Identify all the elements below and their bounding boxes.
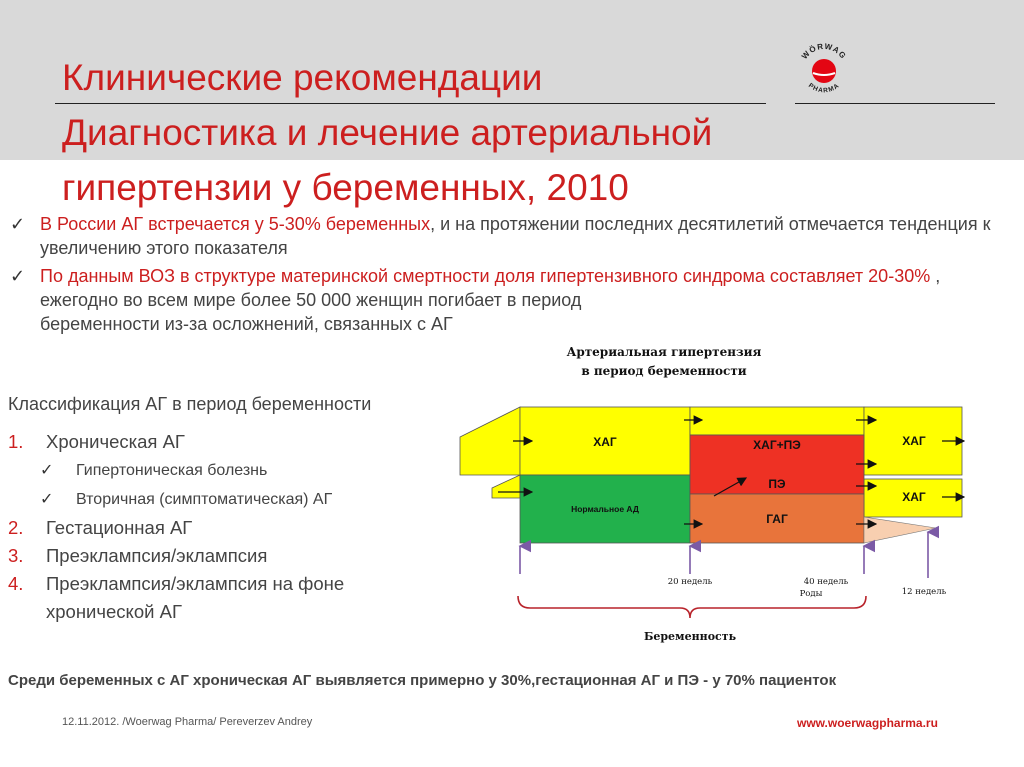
- classification-list: [8, 428, 468, 626]
- summary-note: Среди беременных с АГ хроническая АГ выявляется примерно у 30%,гестационная АГ и ПЭ - у 70% пациенток: [8, 672, 837, 689]
- footer-website-link[interactable]: www.woerwagpharma.ru: [797, 716, 938, 730]
- label-birth: Роды: [799, 589, 823, 599]
- checkmark-icon: ✓: [10, 266, 26, 286]
- block-hag-upper-strip: [690, 407, 864, 435]
- logo-top-text: WÖRWAG: [799, 41, 849, 61]
- key-facts-list: [8, 212, 1008, 340]
- classification-item: [8, 514, 468, 542]
- label-hag-right-bottom: ХАГ: [902, 490, 926, 504]
- checkmark-icon: ✓: [40, 491, 54, 508]
- title-line-1: Клинические рекомендации: [62, 57, 543, 98]
- pregnancy-brace: [518, 596, 866, 618]
- label-gag: ГАГ: [766, 512, 788, 526]
- item-text-continued: хронической АГ: [46, 601, 182, 622]
- checkmark-icon: ✓: [40, 462, 54, 479]
- subitem-text: Гипертоническая болезнь: [76, 462, 268, 479]
- hypertension-timeline-diagram: [458, 338, 988, 650]
- label-normal-bp: Нормальное АД: [571, 504, 639, 514]
- label-12-weeks: 12 недель: [901, 587, 947, 597]
- bullet-text: , ежегодно во всем мире более 50 000 женщин погибает в период: [40, 266, 941, 310]
- classification-title: Классификация АГ в период беременности: [8, 394, 372, 414]
- subitem-text: Вторичная (симптоматическая) АГ: [76, 491, 333, 508]
- gag-tail-wedge: [864, 517, 936, 543]
- title-underline-right: [795, 103, 995, 104]
- label-hag: ХАГ: [593, 435, 617, 449]
- hag-lower-wedge: [492, 475, 520, 498]
- bullet-highlight: По данным ВОЗ в структуре материнской смертности доля гипертензивного синдрома составляет 20-30%: [40, 266, 931, 286]
- bullet-text-end: беременности из-за осложнений, связанных с АГ: [40, 314, 453, 334]
- bullet-highlight: В России АГ встречается у 5-30% беременных: [40, 214, 431, 234]
- logo-bottom-text: PHARMA: [806, 82, 842, 95]
- hag-left-wedge: [460, 407, 520, 475]
- classification-item: [8, 570, 468, 626]
- label-pe: ПЭ: [768, 477, 786, 491]
- label-hag-right-top: ХАГ: [902, 434, 926, 448]
- diagram-title-line-2: в период беременности: [581, 364, 747, 378]
- item-text: Преэклампсия/эклампсия: [46, 545, 268, 566]
- item-number: 1.: [8, 431, 24, 452]
- classification-subitem: [8, 456, 468, 485]
- item-text: Преэклампсия/эклампсия на фоне: [46, 573, 345, 594]
- item-text: Хроническая АГ: [46, 431, 185, 452]
- svg-text:PHARMA: [807, 82, 841, 94]
- bullet-item: [8, 264, 1020, 336]
- svg-text:WÖRWAG: [800, 42, 848, 61]
- item-number: 4.: [8, 573, 24, 594]
- label-pregnancy: Беременность: [643, 630, 737, 643]
- checkmark-icon: ✓: [10, 214, 26, 234]
- diagram-title-line-1: Артериальная гипертензия: [566, 345, 762, 359]
- classification-item: [8, 428, 468, 456]
- label-20-weeks: 20 недель: [667, 577, 713, 587]
- item-text: Гестационная АГ: [46, 517, 193, 538]
- title-underline-left: [55, 103, 766, 104]
- classification-item: [8, 542, 468, 570]
- label-40-weeks: 40 недель: [803, 577, 849, 587]
- bullet-text: , и на протяжении последних десятилетий отмечается тенденция к увеличению этого показателя: [40, 214, 991, 258]
- item-number: 2.: [8, 517, 24, 538]
- footer-date-author: 12.11.2012. /Woerwag Pharma/ Pereverzev Andrey: [62, 716, 313, 728]
- title-line-3: гипертензии у беременных, 2010: [62, 167, 629, 208]
- item-number: 3.: [8, 545, 24, 566]
- woerwag-logo-icon: [793, 36, 855, 100]
- classification-subitem: [8, 485, 468, 514]
- bullet-item: [8, 212, 1008, 260]
- label-hag-pe: ХАГ+ПЭ: [753, 438, 801, 452]
- title-line-2: Диагностика и лечение артериальной: [62, 112, 713, 153]
